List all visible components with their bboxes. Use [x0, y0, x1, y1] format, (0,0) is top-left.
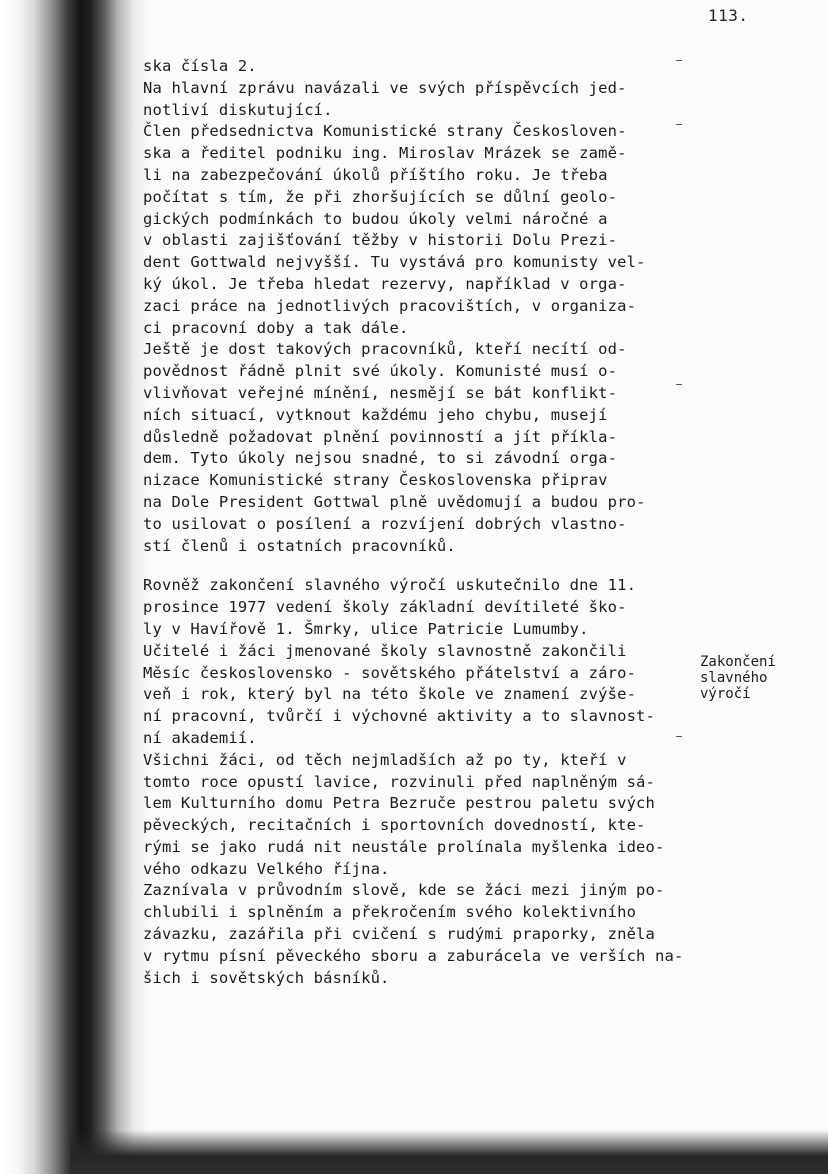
margin-note	[700, 654, 776, 702]
paragraph-meeting-report	[143, 56, 703, 557]
paragraph-gap	[143, 557, 703, 575]
text-line: v oblasti zajišťování těžby v historii Dolu Prezi-	[143, 231, 618, 250]
text-line: stí členů i ostatních pracovníků.	[143, 536, 456, 555]
text-line: dem. Tyto úkoly nejsou snadné, to si závodní orga-	[143, 449, 618, 468]
text-line: to usilovat o posílení a rozvíjení dobrých vlastno-	[143, 514, 627, 533]
text-line: lem Kulturního domu Petra Bezruče pestrou paletu svých	[143, 794, 656, 813]
text-line: gických podmínkách to budou úkoly velmi náročné a	[143, 209, 608, 228]
text-line: pěveckých, recitačních i sportovních dovedností, kte-	[143, 816, 646, 835]
text-line: ly v Havířově 1. Šmrky, ulice Patricie Lumumby.	[143, 619, 589, 638]
text-line: dent Gottwald nejvyšší. Tu vystává pro komunisty vel-	[143, 253, 646, 272]
text-line: v rytmu písní pěveckého sboru a zaburácela ve verších na-	[143, 946, 684, 965]
text-line: ci pracovní doby a tak dále.	[143, 318, 409, 337]
text-line: Všichni žáci, od těch nejmladších až po ty, kteří v	[143, 750, 627, 769]
text-line: vého odkazu Velkého října.	[143, 859, 390, 878]
text-line: Člen předsednictva Komunistické strany Českosloven-	[143, 122, 627, 141]
text-line: na Dole President Gottwal plně uvědomují a budou pro-	[143, 492, 646, 511]
text-line: ska a ředitel podniku ing. Miroslav Mrázek se zamě-	[143, 144, 627, 163]
text-line: rými se jako rudá nit neustále prolínala myšlenka ideo-	[143, 837, 665, 856]
text-line: Učitelé i žáci jmenované školy slavnostně zakončili	[143, 641, 627, 660]
typed-text-body	[143, 56, 703, 989]
text-line: vlivňovat veřejné mínění, nesmějí se bát konflikt-	[143, 383, 618, 402]
text-line: tomto roce opustí lavice, rozvinuli před naplněným sá-	[143, 772, 656, 791]
text-line: počítat s tím, že při zhoršujících se důlní geolo-	[143, 187, 618, 206]
text-line: li na zabezpečování úkolů příštího roku. Je třeba	[143, 165, 608, 184]
text-line: ní akademií.	[143, 728, 257, 747]
text-line: prosince 1977 vedení školy základní devítileté ško-	[143, 598, 627, 617]
margin-note-line: slavného	[700, 670, 768, 686]
text-line: Na hlavní zprávu navázali ve svých příspěvcích jed-	[143, 78, 627, 97]
margin-note-line: výročí	[700, 686, 751, 702]
margin-tick-mark	[676, 384, 682, 385]
text-line: šich i sovětských básníků.	[143, 968, 390, 987]
text-line: ní pracovní, tvůrčí i výchovné aktivity a to slavnost-	[143, 707, 656, 726]
margin-note-line: Zakončení	[700, 654, 776, 670]
scan-bottom-edge	[70, 1130, 828, 1174]
binding-shadow	[0, 0, 150, 1174]
text-line: ký úkol. Je třeba hledat rezervy, například v orga-	[143, 274, 627, 293]
text-line: Zaznívala v průvodním slově, kde se žáci mezi jiným po-	[143, 881, 665, 900]
text-line: ních situací, vytknout každému jeho chybu, musejí	[143, 405, 608, 424]
text-line: Rovněž zakončení slavného výročí uskutečnilo dne 11.	[143, 576, 637, 595]
paragraph-anniversary-school	[143, 575, 703, 989]
text-line: veň i rok, který byl na této škole ve znamení zvýše-	[143, 685, 637, 704]
text-line: Měsíc československo - sovětského přátelství a záro-	[143, 663, 637, 682]
page-number: 113.	[708, 6, 749, 25]
text-line: závazku, zazářila při cvičení s rudými praporky, zněla	[143, 925, 656, 944]
text-line: ska čísla 2.	[143, 57, 257, 75]
margin-tick-mark	[676, 60, 682, 61]
text-line: chlubili i splněním a překročením svého kolektivního	[143, 903, 637, 922]
text-line: zaci práce na jednotlivých pracovištích, v organiza-	[143, 296, 637, 315]
text-line: notliví diskutující.	[143, 100, 333, 119]
text-line: Ještě je dost takových pracovníků, kteří necítí od-	[143, 340, 627, 359]
text-line: povědnost řádně plnit své úkoly. Komunisté musí o-	[143, 362, 618, 381]
margin-tick-mark	[676, 736, 682, 737]
text-line: nizace Komunistické strany Československa připrav	[143, 471, 608, 490]
text-line: důsledně požadovat plnění povinností a jít příkla-	[143, 427, 618, 446]
margin-tick-mark	[676, 124, 682, 125]
